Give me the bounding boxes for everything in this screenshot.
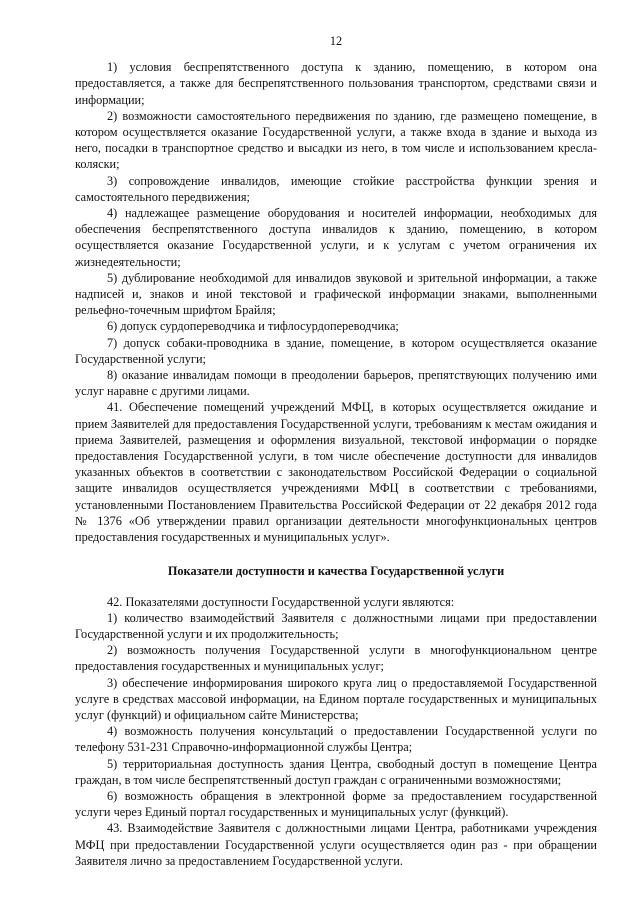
paragraph: 42. Показателями доступности Государственной услуги являются: <box>107 594 455 609</box>
paragraph: 8) оказание инвалидам помощи в преодолении барьеров, препятствующих получению ими услуг наравне с другими лицами. <box>75 368 597 399</box>
paragraph: 6) допуск сурдопереводчика и тифлосурдопереводчика; <box>107 319 399 334</box>
paragraph: 3) сопровождение инвалидов, имеющие стойкие расстройства функции зрения и самостоятельного передвижения; <box>75 173 597 204</box>
section-after <box>75 594 597 869</box>
paragraph: 7) допуск собаки-проводника в здание, помещение, в котором осуществляется оказание Государственной услуги; <box>75 335 597 366</box>
paragraph: 41. Обеспечение помещений учреждений МФЦ, в которых осуществляется ожидание и прием Заявителей для предоставления Государственной услуги, требованиям к местам ожидания и приема Заявителей, размещения и оформления визуальной, текстовой информации о порядке предоставления Государственной услуги, в том числе обеспечение доступности для инвалидов указанных объектов в соответствии с законодательством Российской Федерации о социальной защите инвалидов осуществляется учреждениями МФЦ в соответствии с требованиями, установленными Постановлением Правительства Российской Федерации от 22 декабря 2012 года № 1376 «Об утверждении правил организации деятельности многофункциональных центров предоставления государственных и муниципальных услуг». <box>75 400 597 545</box>
paragraph: 6) возможность обращения в электронной форме за предоставлением государственной услуги через Единый портал государственных и муниципальных услуг (функций). <box>75 788 597 820</box>
paragraph: 2) возможности самостоятельного передвижения по зданию, где размещено помещение, в котором осуществляется оказание Государственной услуги, а также входа в здание и выхода из него, посадки в транспортное средство и высадки из него, в том числе и использованием кресла-коляски; <box>75 108 597 172</box>
paragraph: 2) возможность получения Государственной услуги в многофункциональном центре предоставления государственных и муниципальных услуг; <box>75 643 597 674</box>
page-number: 12 <box>329 34 343 48</box>
paragraph: 4) возможность получения консультаций о предоставлении Государственной услуги по телефону 531-231 Справочно-информационной службы Центра; <box>75 724 597 755</box>
paragraph: 5) территориальная доступность здания Центра, свободный доступ в помещение Центра граждан, в том числе беспрепятственный доступ граждан с ограниченными возможностями; <box>75 756 597 787</box>
paragraph: 1) условия беспрепятственного доступа к зданию, помещению, в котором она предоставляется, а также для беспрепятственного пользования транспортом, средствами связи и информации; <box>75 60 597 107</box>
paragraph: 5) дублирование необходимой для инвалидов звуковой и зрительной информации, а также надписей и, знаков и иной текстовой и графической информации знаками, выполненными рельефно-точечным шрифтом Брайля; <box>75 270 597 318</box>
paragraph: 3) обеспечение информирования широкого круга лиц о предоставляемой Государственной услуге в средствах массовой информации, на Едином портале государственных и муниципальных услуг (функций) и официальном сайте Министерства; <box>75 675 597 722</box>
paragraph: 1) количество взаимодействий Заявителя с должностными лицами при предоставлении Государственной услуги и их продолжительность; <box>75 610 597 641</box>
section-before <box>75 59 597 545</box>
paragraph: 43. Взаимодействие Заявителя с должностными лицами Центра, работниками учреждения МФЦ при предоставлении Государственной услуги осуществляется один раз - при обращении Заявителя лично за предоставлением Государственной услуги. <box>75 821 597 868</box>
section-heading: Показатели доступности и качества Государственной услуги <box>167 564 505 579</box>
paragraph: 4) надлежащее размещение оборудования и носителей информации, необходимых для обеспечения беспрепятственного доступа инвалидов к зданию, помещению, в котором осуществляется оказание Государственной услуги, и к услугам с учетом ограничения их жизнедеятельности; <box>75 206 597 269</box>
